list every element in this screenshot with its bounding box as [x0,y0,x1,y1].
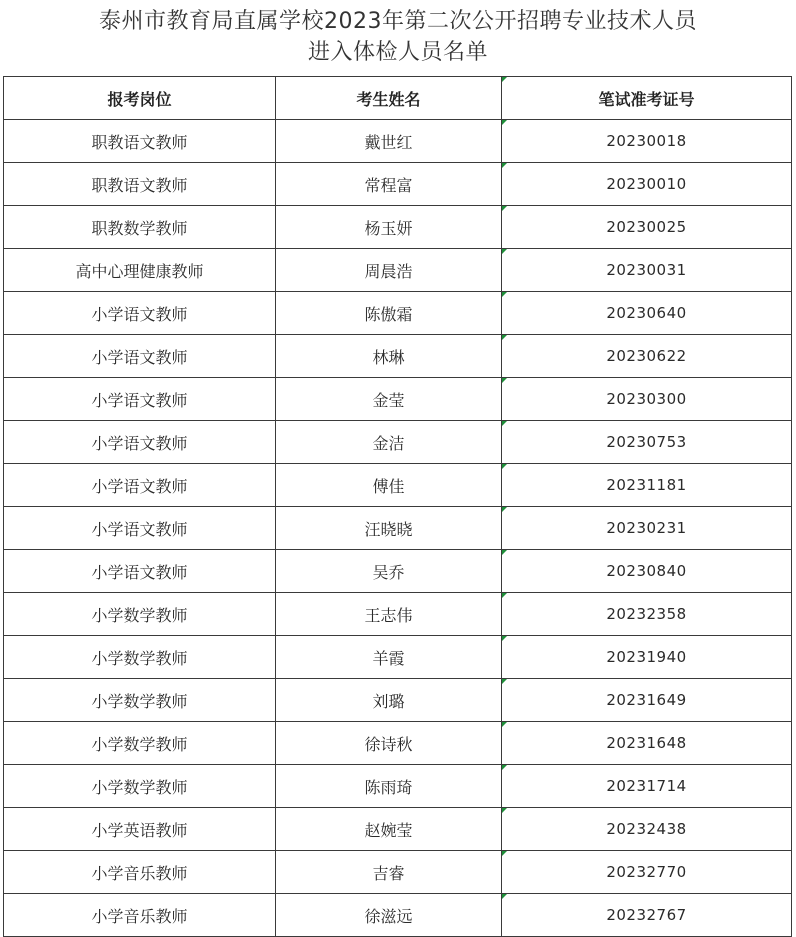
table-header-row [4,77,792,120]
cell-position: 小学数学教师 [4,636,276,679]
cell-position: 职教数学教师 [4,206,276,249]
cell-candidate-name: 傅佳 [276,464,502,507]
table-row [4,679,792,722]
cell-position: 小学数学教师 [4,679,276,722]
cell-position: 小学语文教师 [4,335,276,378]
cell-position: 小学数学教师 [4,722,276,765]
header-position: 报考岗位 [4,77,276,120]
cell-candidate-name: 吴乔 [276,550,502,593]
table-row [4,636,792,679]
cell-position: 职教语文教师 [4,120,276,163]
table-row [4,421,792,464]
cell-position: 小学音乐教师 [4,894,276,937]
table-row [4,507,792,550]
cell-candidate-name: 杨玉妍 [276,206,502,249]
table-row [4,765,792,808]
table-row [4,163,792,206]
cell-candidate-name: 周晨浩 [276,249,502,292]
cell-exam-number: 20231181 [502,464,792,507]
cell-exam-number: 20230025 [502,206,792,249]
cell-exam-number: 20231940 [502,636,792,679]
table-row [4,249,792,292]
cell-position: 小学语文教师 [4,378,276,421]
cell-position: 小学语文教师 [4,292,276,335]
cell-candidate-name: 羊霞 [276,636,502,679]
table-row [4,464,792,507]
cell-candidate-name: 陈傲霜 [276,292,502,335]
cell-position: 小学语文教师 [4,464,276,507]
title-line-1: 泰州市教育局直属学校2023年第二次公开招聘专业技术人员 [99,9,697,34]
cell-position: 小学数学教师 [4,593,276,636]
cell-position: 小学语文教师 [4,507,276,550]
cell-candidate-name: 吉睿 [276,851,502,894]
cell-exam-number: 20231714 [502,765,792,808]
header-exam-number: 笔试准考证号 [502,77,792,120]
title-line-2: 进入体检人员名单 [307,40,488,65]
cell-exam-number: 20232767 [502,894,792,937]
candidate-table [3,76,792,937]
table-row [4,335,792,378]
cell-exam-number: 20232358 [502,593,792,636]
cell-candidate-name: 常程富 [276,163,502,206]
cell-exam-number: 20230031 [502,249,792,292]
cell-exam-number: 20231648 [502,722,792,765]
cell-position: 小学数学教师 [4,765,276,808]
cell-exam-number: 20231649 [502,679,792,722]
cell-exam-number: 20230018 [502,120,792,163]
cell-candidate-name: 汪晓晓 [276,507,502,550]
cell-candidate-name: 赵婉莹 [276,808,502,851]
cell-position: 高中心理健康教师 [4,249,276,292]
table-row [4,206,792,249]
table-row [4,120,792,163]
cell-candidate-name: 徐滋远 [276,894,502,937]
cell-position: 职教语文教师 [4,163,276,206]
cell-exam-number: 20230640 [502,292,792,335]
header-name: 考生姓名 [276,77,502,120]
cell-candidate-name: 金洁 [276,421,502,464]
table-row [4,722,792,765]
cell-candidate-name: 刘璐 [276,679,502,722]
cell-candidate-name: 王志伟 [276,593,502,636]
cell-candidate-name: 徐诗秋 [276,722,502,765]
cell-position: 小学英语教师 [4,808,276,851]
cell-exam-number: 20230010 [502,163,792,206]
table-row [4,378,792,421]
cell-position: 小学语文教师 [4,421,276,464]
table-row [4,894,792,937]
table-row [4,593,792,636]
table-body [4,120,792,937]
cell-exam-number: 20230622 [502,335,792,378]
cell-position: 小学语文教师 [4,550,276,593]
cell-exam-number: 20230231 [502,507,792,550]
cell-exam-number: 20230300 [502,378,792,421]
table-row [4,292,792,335]
table-row [4,808,792,851]
page-title [0,6,796,68]
table-row [4,851,792,894]
cell-candidate-name: 陈雨琦 [276,765,502,808]
table-row [4,550,792,593]
cell-exam-number: 20232438 [502,808,792,851]
cell-candidate-name: 林琳 [276,335,502,378]
cell-exam-number: 20230840 [502,550,792,593]
cell-candidate-name: 戴世红 [276,120,502,163]
cell-position: 小学音乐教师 [4,851,276,894]
cell-exam-number: 20232770 [502,851,792,894]
cell-exam-number: 20230753 [502,421,792,464]
cell-candidate-name: 金莹 [276,378,502,421]
